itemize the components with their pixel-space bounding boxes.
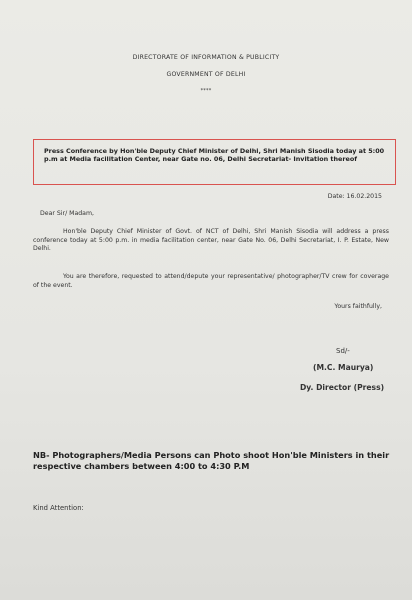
nb-note: NB- Photographers/Media Persons can Photo shoot Hon'ble Ministers in their respective chambers between 4:00 to 4:30 P.M	[33, 450, 390, 471]
signatory-title: Dy. Director (Press)	[300, 383, 385, 392]
header-stars: ****	[200, 88, 212, 94]
kind-attention: Kind Attention:	[33, 504, 84, 512]
closing: Yours faithfully,	[334, 303, 382, 310]
subject-box: Press Conference by Hon'ble Deputy Chief Minister of Delhi, Shri Manish Sisodia today at 5:00 p.m at Media facilitation Center, near Gate no. 06, Delhi Secretariat- Invitation thereof	[33, 139, 396, 185]
letter-date: Date: 16.02.2015	[327, 193, 382, 200]
signature: Sd/-	[336, 347, 350, 355]
body-paragraph-2: You are therefore, requested to attend/depute your representative/ photographer/TV crew for coverage of the event.	[33, 273, 389, 289]
directorate-heading: DIRECTORATE OF INFORMATION & PUBLICITY	[132, 54, 280, 61]
salutation: Dear Sir/ Madam,	[40, 210, 94, 217]
body-paragraph-1: Hon'ble Deputy Chief Minister of Govt. of NCT of Delhi, Shri Manish Sisodia will address a press conference today at 5:00 p.m. in media facilitation center, near Gate No. 06, Delhi Secretariat, I. P. Estate, New Delhi.	[33, 228, 389, 253]
signatory-name: (M.C. Maurya)	[313, 363, 374, 372]
government-heading: GOVERNMENT OF DELHI	[166, 71, 246, 78]
